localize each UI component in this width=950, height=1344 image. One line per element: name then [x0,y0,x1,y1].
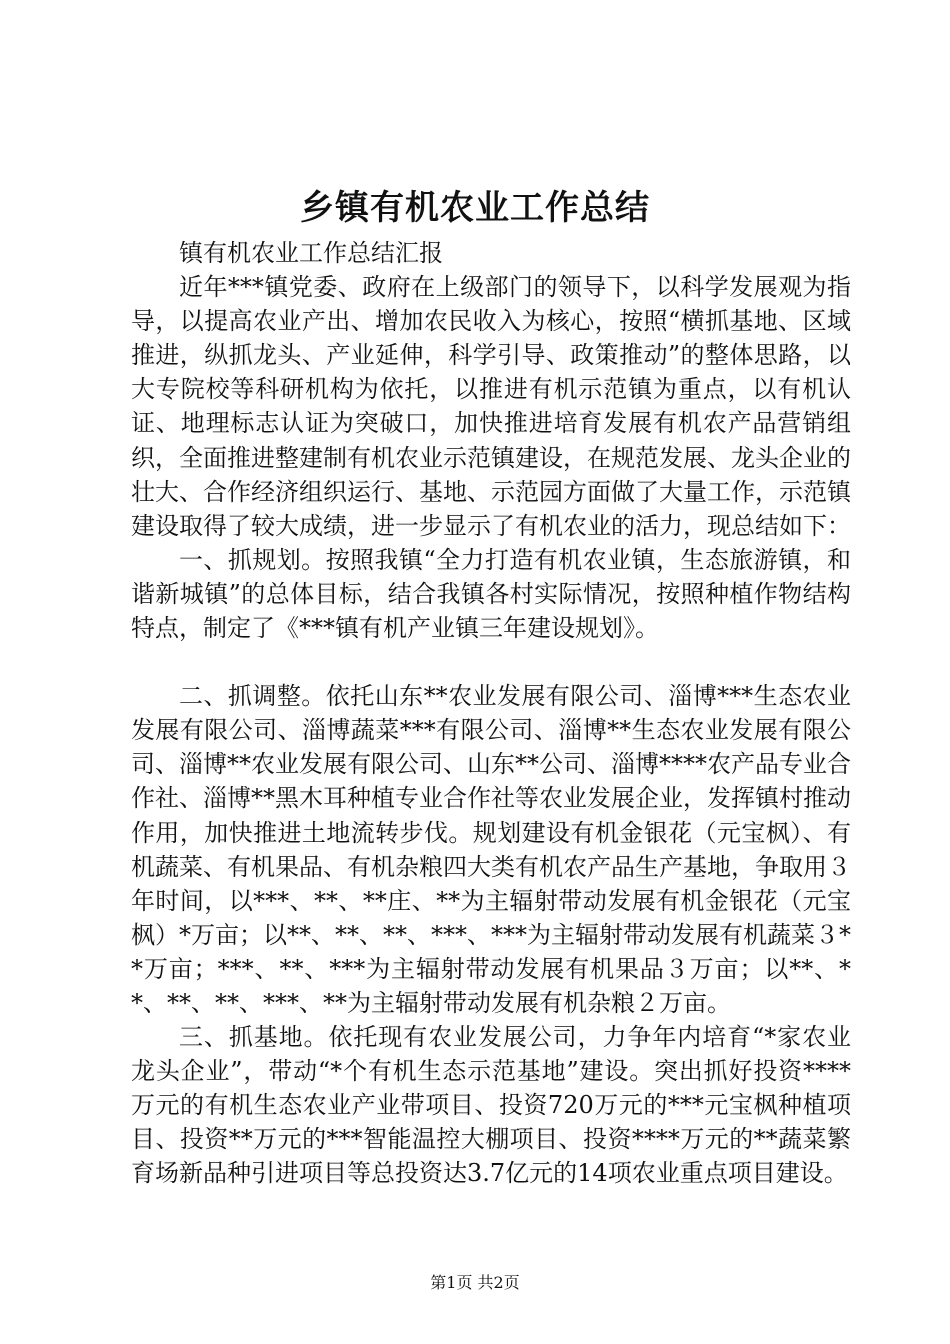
page-number-footer: 第1页 共2页 [430,1273,520,1292]
section-base-paragraph: 三、抓基地。依托现有农业发展公司，力争年内培育“*家农业龙头企业”，带动“*个有机生态示范基地”建设。突出抓好投资****万元的有机生态农业产业带项目、投资720万元的***元宝枫种植项目、投资**万元的***智能温控大棚项目、投资****万元的**蔬菜繁育场新品种引进项目等总投资达3.7亿元的14项农业重点项目建设。 [131,1023,851,1188]
subtitle-paragraph: 镇有机农业工作总结汇报 [179,239,443,267]
section-planning-paragraph: 一、抓规划。按照我镇“全力打造有机农业镇，生态旅游镇，和谐新城镇”的总体目标，结合我镇各村实际情况，按照种植作物结构特点，制定了《***镇有机产业镇三年建设规划》。 [131,545,851,643]
document-body [131,236,851,1191]
document-title: 乡镇有机农业工作总结 [300,188,650,228]
intro-paragraph: 近年***镇党委、政府在上级部门的领导下，以科学发展观为指导，以提高农业产出、增加农民收入为核心，按照“横抓基地、区域推进，纵抓龙头、产业延伸，科学引导、政策推动”的整体思路，以大专院校等科研机构为依托，以推进有机示范镇为重点，以有机认证、地理标志认证为突破口，加快推进培育发展有机农产品营销组织，全面推进整建制有机农业示范镇建设，在规范发展、龙头企业的壮大、合作经济组织运行、基地、示范园方面做了大量工作，示范镇建设取得了较大成绩，进一步显示了有机农业的活力，现总结如下： [131,273,851,540]
section-adjustment-paragraph: 二、抓调整。依托山东**农业发展有限公司、淄博***生态农业发展有限公司、淄博蔬菜***有限公司、淄博**生态农业发展有限公司、淄博**农业发展有限公司、山东**公司、淄博****农产品专业合作社、淄博**黑木耳种植专业合作社等农业发展企业，发挥镇村推动作用，加快推进土地流转步伐。规划建设有机金银花（元宝枫）、有机蔬菜、有机果品、有机杂粮四大类有机农产品生产基地，争取用３年时间，以***、**、**庄、**为主辐射带动发展有机金银花（元宝枫）*万亩；以**、**、**、***、***为主辐射带动发展有机蔬菜３**万亩；***、**、***为主辐射带动发展有机果品３万亩；以**、**、**、**、***、**为主辐射带动发展有机杂粮２万亩。 [131,682,851,1017]
